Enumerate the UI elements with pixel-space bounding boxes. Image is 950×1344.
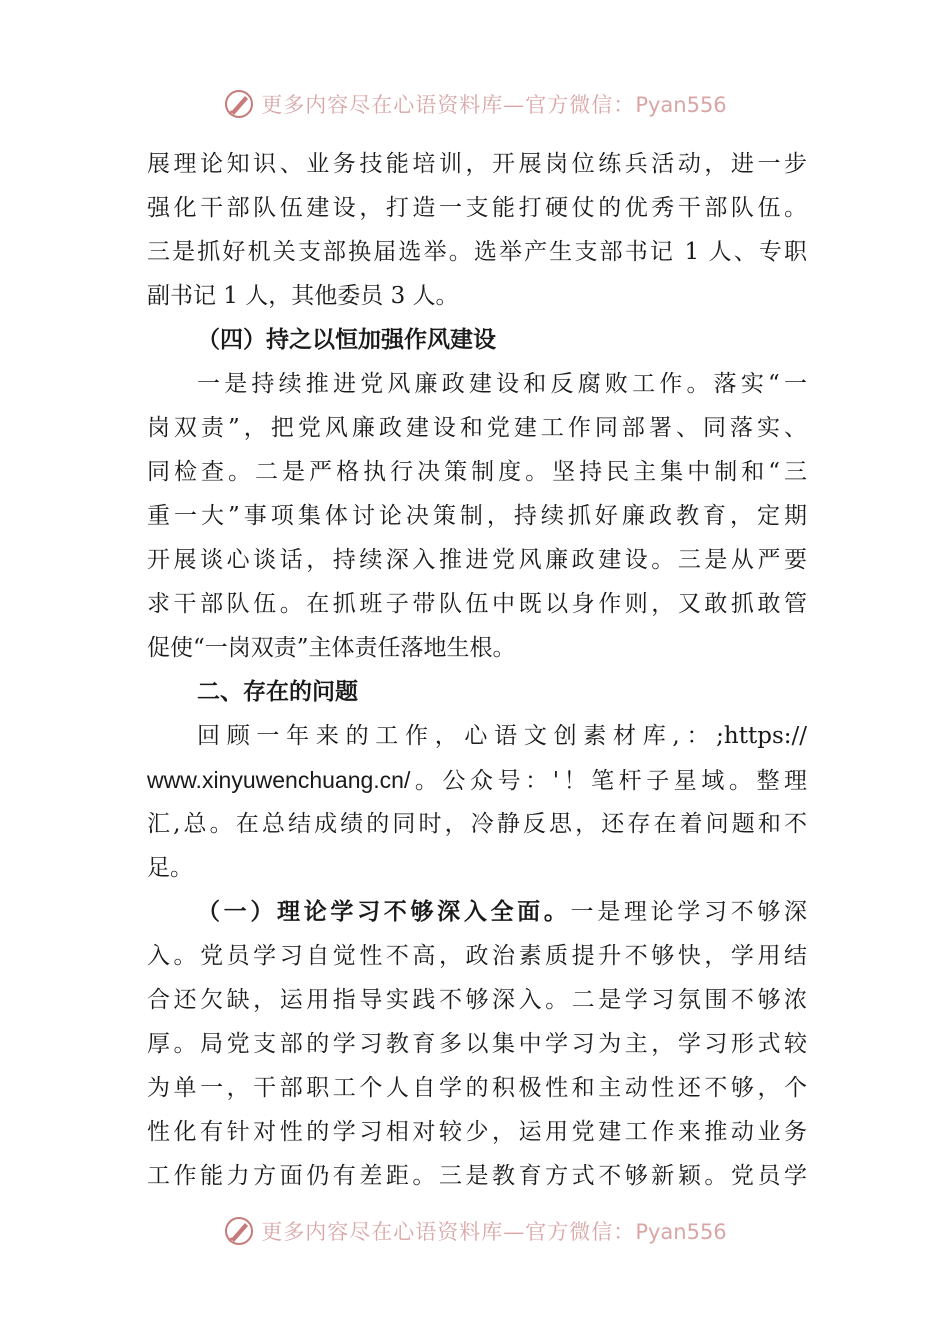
paragraph-line: 开展谈心谈话，持续深入推进党风廉政建设。三是从严要 xyxy=(147,547,807,573)
document-body xyxy=(147,142,807,1198)
watermark-text: 更多内容尽在心语资料库—官方微信：Pyan556 xyxy=(261,93,727,117)
paragraph-line: 重一大”事项集体讨论决策制，持续抓好廉政教育，定期 xyxy=(147,503,807,529)
paragraph-line: www.xinyuwenchuang.cn/。公众号：'！笔杆子星域。整理 xyxy=(147,767,807,794)
paragraph-line: 厚。局党支部的学习教育多以集中学习为主，学习形式较 xyxy=(147,1031,807,1057)
paragraph-line: 强化干部队伍建设，打造一支能打硬仗的优秀干部队伍。 xyxy=(147,195,807,221)
section-heading-four: （四）持之以恒加强作风建设 xyxy=(197,327,496,353)
paragraph-line: 汇,总。在总结成绩的同时，冷静反思，还存在着问题和不 xyxy=(147,811,807,837)
paragraph-line: 三是抓好机关支部换届选举。选举产生支部书记 1 人、专职 xyxy=(147,239,807,265)
paragraph-line: 同检查。二是严格执行决策制度。坚持民主集中制和“三 xyxy=(147,459,807,485)
pen-logo-icon xyxy=(223,88,255,120)
paragraph-line: 回顾一年来的工作，心语文创素材库,：;https:// xyxy=(197,723,807,749)
paragraph-line: （一）理论学习不够深入全面。一是理论学习不够深 xyxy=(197,899,807,925)
paragraph-line: 为单一，干部职工个人自学的积极性和主动性还不够，个 xyxy=(147,1075,807,1101)
paragraph-line: 一是持续推进党风廉政建设和反腐败工作。落实“一 xyxy=(197,371,807,397)
paragraph-line: 副书记 1 人，其他委员 3 人。 xyxy=(147,283,459,309)
paragraph-line: 入。党员学习自觉性不高，政治素质提升不够快，学用结 xyxy=(147,943,807,969)
paragraph-line: 岗双责”，把党风廉政建设和党建工作同部署、同落实、 xyxy=(147,415,807,441)
header-watermark xyxy=(0,86,950,122)
paragraph-line: 合还欠缺，运用指导实践不够深入。二是学习氛围不够浓 xyxy=(147,987,807,1013)
url-text: www.xinyuwenchuang.cn/ xyxy=(147,767,411,793)
paragraph-line: 展理论知识、业务技能培训，开展岗位练兵活动，进一步 xyxy=(147,151,807,177)
paragraph-line: 求干部队伍。在抓班子带队伍中既以身作则，又敢抓敢管 xyxy=(147,591,807,617)
paragraph-line: 足。 xyxy=(147,855,193,881)
footer-watermark xyxy=(0,1213,950,1249)
paragraph-line: 工作能力方面仍有差距。三是教育方式不够新颖。党员学 xyxy=(147,1163,807,1189)
inline-heading-one: （一）理论学习不够深入全面。 xyxy=(197,899,571,925)
paragraph-line: 性化有针对性的学习相对较少，运用党建工作来推动业务 xyxy=(147,1119,807,1145)
pen-logo-icon xyxy=(223,1215,255,1247)
watermark-text: 更多内容尽在心语资料库—官方微信：Pyan556 xyxy=(261,1220,727,1244)
paragraph-line: 促使“一岗双责”主体责任落地生根。 xyxy=(147,635,516,661)
section-heading-two: 二、存在的问题 xyxy=(197,679,358,705)
